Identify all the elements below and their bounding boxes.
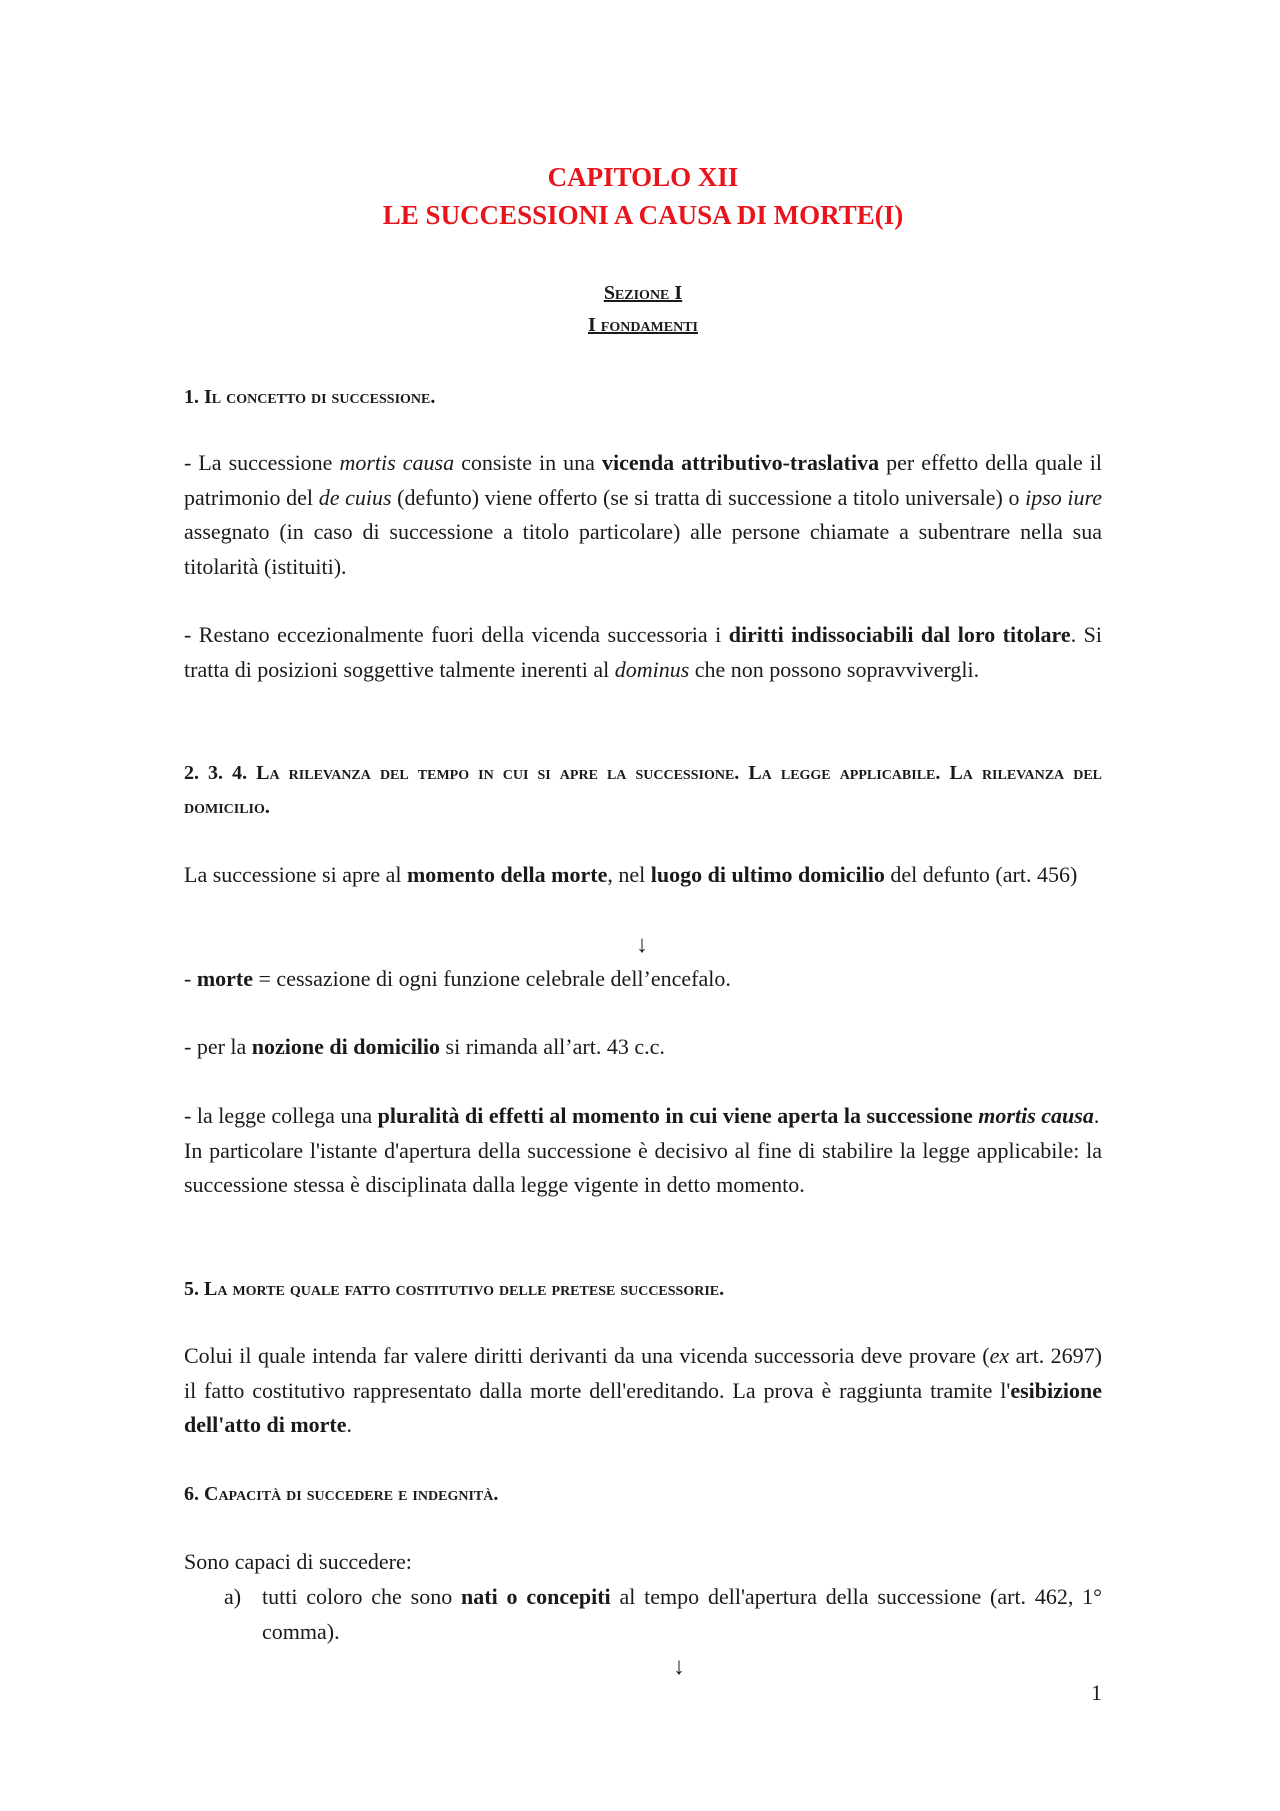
page-number: 1 (1091, 1680, 1102, 1705)
document-page (184, 0, 1102, 1811)
paragraph-1-2: - Restano eccezionalmente fuori della vicenda successoria i diritti indissociabili dal loro titolare. Si tratta di posizioni soggettive talmente inerenti al dominus che non possono sopravvivergli. (184, 622, 1103, 682)
arrow-down-2: ↓ (673, 1654, 685, 1680)
paragraph-1-1: - La successione mortis causa consiste in una vicenda attributivo-traslativa per effetto della quale il patrimonio del de cuius (defunto) viene offerto (se si tratta di successione a titolo universale) o ipso iure assegnato (in caso di successione a titolo particolare) alle persone chiamate a subentrare nella sua titolarità (istituiti). (184, 450, 1103, 579)
list-item-a: a) tutti coloro che sono nati o concepiti al tempo dell'apertura della successione (art. 462, 1° comma). (224, 1580, 1102, 1649)
paragraph-2-4: - la legge collega una pluralità di effetti al momento in cui viene aperta la successione mortis causa. In particolare l'istante d'apertura della successione è decisivo al fine di stabilire la legge applicabile: la successione stessa è disciplinata dalla legge vigente in detto momento. (184, 1103, 1102, 1197)
heading-5: 5. La morte quale fatto costitutivo delle pretese successorie. (184, 1278, 725, 1300)
paragraph-2-3: - per la nozione di domicilio si rimanda all’art. 43 c.c. (184, 1034, 665, 1059)
heading-6: 6. Capacità di succedere e indegnità. (184, 1483, 499, 1505)
heading-1: 1. Il concetto di successione. (184, 386, 436, 408)
arrow-down-1: ↓ (636, 932, 648, 958)
section-label: Sezione I (603, 282, 683, 304)
paragraph-6-intro: Sono capaci di succedere: (184, 1549, 412, 1574)
paragraph-5-1: Colui il quale intenda far valere diritti derivanti da una vicenda successoria deve provare (ex art. 2697) il fatto costitutivo rappresentato dalla morte dell'ereditando. La prova è raggiunta tramite l'esibizione dell'atto di morte. (184, 1343, 1103, 1437)
heading-2: 2. 3. 4. La rilevanza del tempo in cui si apre la successione. La legge applicabile. La rilevanza del domicilio. (184, 762, 1102, 818)
chapter-number: CAPITOLO XII (547, 162, 739, 192)
paragraph-2-2: - morte = cessazione di ogni funzione celebrale dell’encefalo. (184, 966, 731, 991)
list-marker: a) (224, 1584, 242, 1609)
paragraph-2-1: La successione si apre al momento della morte, nel luogo di ultimo domicilio del defunto (art. 456) (184, 862, 1078, 887)
chapter-title: LE SUCCESSIONI A CAUSA DI MORTE(I) (382, 200, 904, 230)
section-subtitle: I fondamenti (587, 314, 698, 336)
